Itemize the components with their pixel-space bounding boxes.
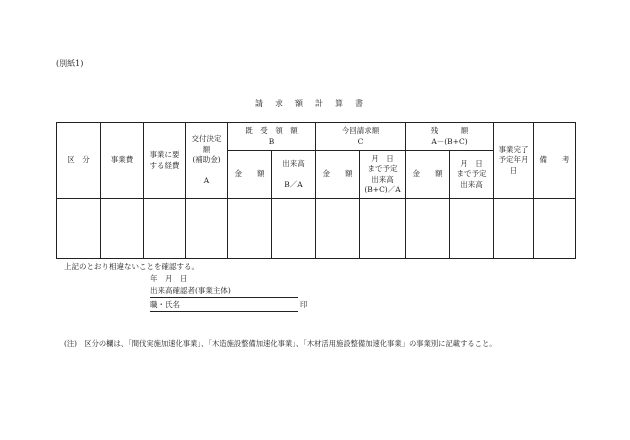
confirmation-text: 上記のとおり相違ないことを確認する。: [64, 262, 199, 271]
footnote: (注) 区分の欄は、「間伐実施加速化事業」、「木造施設整備加速化事業」、「木材活用施設整備加速化事業」の事業別に記載すること。: [64, 339, 497, 348]
sub-progress-remaining: 月 日 まで予定 出来高: [450, 151, 494, 199]
attachment-label: (別紙1): [56, 59, 84, 68]
entry-cell: [360, 199, 406, 259]
header-current-claim: 今回請求額 C: [316, 123, 406, 151]
header-already-received: 既 受 領 額 B: [228, 123, 316, 151]
seal-mark: 印: [300, 300, 308, 309]
entry-row: [57, 199, 576, 259]
header-kubun: 区 分: [57, 123, 101, 199]
calculation-table: [56, 122, 576, 259]
header-jigyohi: 事業費: [101, 123, 144, 199]
confirmer-label: 出来高確認者(事業主体): [150, 285, 298, 298]
entry-cell: [494, 199, 534, 259]
title-name-label: 職・氏名: [150, 299, 298, 312]
header-remaining: 残 額 A－(B+C): [406, 123, 494, 151]
sub-amount-claim: 金 額: [316, 151, 360, 199]
sub-progress-received: 出来高 B／A: [272, 151, 316, 199]
entry-cell: [534, 199, 576, 259]
sub-amount-remaining: 金 額: [406, 151, 450, 199]
entry-cell: [228, 199, 272, 259]
header-required-cost: 事業に要 する経費: [144, 123, 186, 199]
entry-cell: [186, 199, 228, 259]
entry-cell: [450, 199, 494, 259]
entry-cell: [406, 199, 450, 259]
entry-cell: [316, 199, 360, 259]
entry-cell: [272, 199, 316, 259]
header-remarks: 備 考: [534, 123, 576, 199]
sub-progress-claim: 月 日 まで予定 出来高 (B+C)／A: [360, 151, 406, 199]
sub-amount-received: 金 額: [228, 151, 272, 199]
document-title: 請求額計算書: [255, 99, 375, 108]
entry-cell: [144, 199, 186, 259]
entry-cell: [57, 199, 101, 259]
header-grant-amount: 交付決定 額 (補助金) A: [186, 123, 228, 199]
date-field: 年 月 日: [150, 274, 188, 283]
header-completion-date: 事業完了 予定年月 日: [494, 123, 534, 199]
entry-cell: [101, 199, 144, 259]
